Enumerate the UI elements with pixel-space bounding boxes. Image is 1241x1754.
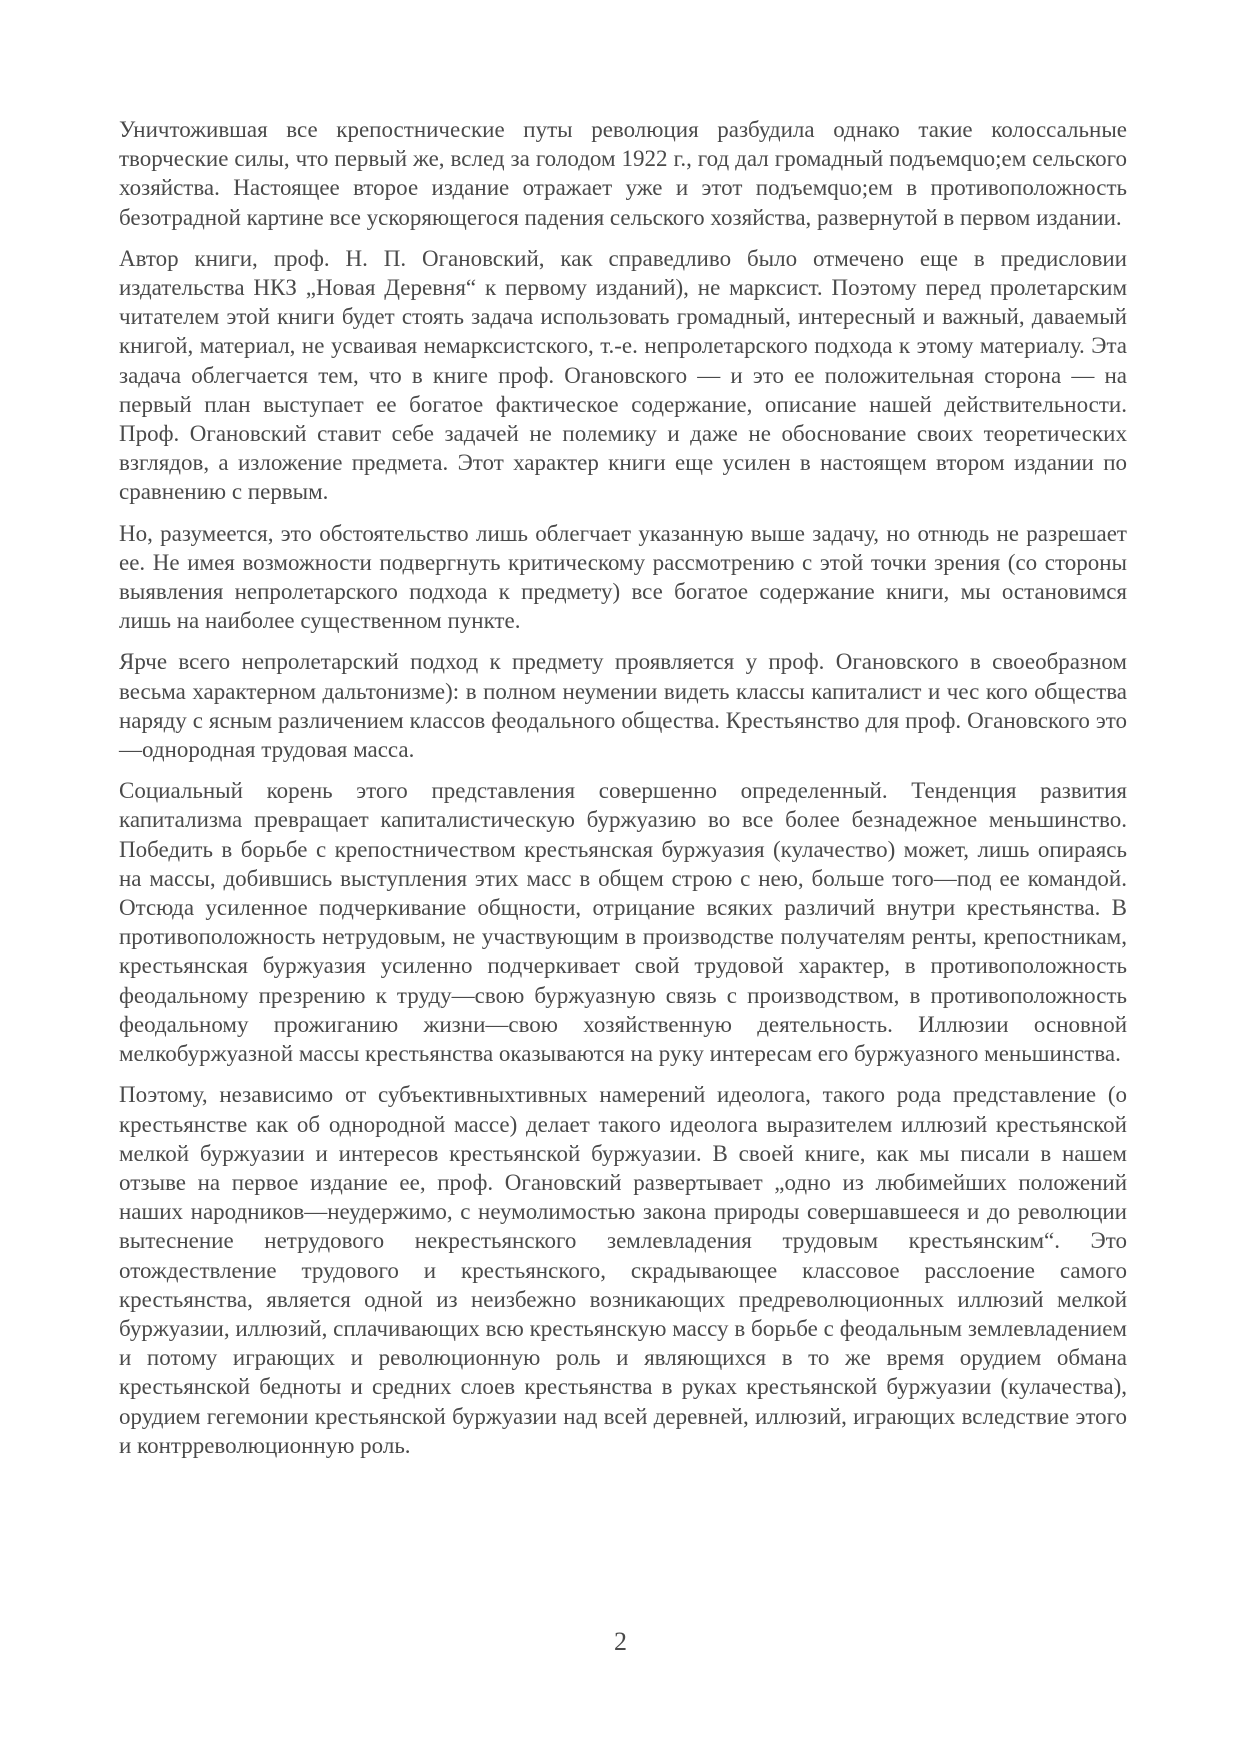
document-body: [119, 115, 1127, 1472]
paragraph-6: Поэтому, независимо от субъективныхтивных намерений идеолога, такого рода представление (о крестьянстве как об однородной массе) делает такого идеолога выразителем иллюзий крестьянской мелкой буржуазии и интересов крестьянской буржуазии. В своей книге, как мы писали в нашем отзыве на первое издание ее, проф. Огановский развертывает „одно из любимейших положений наших народников—неудержимо, с неумолимостью закона природы совершавшееся и до революции вытеснение нетрудового некрестьянского землевладения трудовым крестьянским“. Это отождествление трудового и крестьянского, скрадывающее классовое расслоение самого крестьянства, является одной из неизбежно возникающих предреволюционных иллюзий мелкой буржуазии, иллюзий, сплачивающих всю крестьянскую массу в борьбе с феодальным землевладением и потому играющих и революционную роль и являющихся в то же время орудием обмана крестьянской бедноты и средних слоев крестьянства в руках крестьянской буржуазии (кулачества), орудием гегемонии крестьянской буржуазии над всей деревней, иллюзий, играющих вследствие этого и контрреволюционную роль.: [119, 1082, 1127, 1458]
page-number: 2: [614, 1627, 627, 1656]
paragraph-3: Но, разумеется, это обстоятельство лишь облегчает указанную выше задачу, но отнюдь не разрешает ее. Не имея возможности подвергнуть критическому рассмотрению с этой точки зрения (со стороны выявления непролетарского подхода к предмету) все богатое содержание книги, мы остановимся лишь на наиболее существенном пункте.: [119, 520, 1127, 634]
paragraph-5: Социальный корень этого представления совершенно определенный. Тенденция развития капитализма превращает капиталистическую буржуазию во все более безнадежное меньшинство. Победить в борьбе с крепостничеством крестьянская буржуазия (кулачество) может, лишь опираясь на массы, добившись выступления этих масс в общем строю с нею, больше того—под ее командой. Отсюда усиленное подчеркивание общности, отрицание всяких различий внутри крестьянства. В противоположность нетрудовым, не участвующим в производстве получателям ренты, крепостникам, крестьянская буржуазия усиленно подчеркивает свой трудовой характер, в противоположность феодальному презрению к труду—свою буржуазную связь с производством, в противоположность феодальному прожиганию жизни—свою хозяйственную деятельность. Иллюзии основной мелкобуржуазной массы крестьянства оказываются на руку интересам его буржуазного меньшинства.: [119, 778, 1127, 1067]
paragraph-2: Автор книги, проф. Н. П. Огановский, как справедливо было отмечено еще в предисловии издательства НКЗ „Новая Деревня“ к первому изданий), не марксист. Поэтому перед пролетарским читателем этой книги будет стоять задача использовать громадный, интересный и важный, даваемый книгой, материал, не усваивая немарксистского, т.-е. непролетарского подхода к этому материалу. Эта задача облегчается тем, что в книге проф. Огановского — и это ее положительная сторона — на первый план выступает ее богатое фактическое содержание, описание нашей действительности. Проф. Огановский ставит себе задачей не полемику и даже не обоснование своих теоретических взглядов, а изложение предмета. Этот характер книги еще усилен в настоящем втором издании по сравнению с первым.: [119, 245, 1127, 505]
paragraph-1: Уничтожившая все крепостнические путы революция разбудила однако такие колоссальные творческие силы, что первый же, вслед за голодом 1922 г., год дал громадный подъемquo;ем сельского хозяйства. Настоящее второе издание отражает уже и этот подъемquo;ем в противоположность безотрадной картине все ускоряющегося падения сельского хозяйства, развернутой в первом издании.: [119, 117, 1127, 230]
paragraph-4: Ярче всего непролетарский подход к предмету проявляется у проф. Огановского в своеобразном весьма характерном дальтонизме): в полном неумении видеть классы капиталист и чес кого общества наряду с ясным различением классов феодального общества. Крестьянство для проф. Огановского это—однородная трудовая масса.: [119, 649, 1127, 763]
